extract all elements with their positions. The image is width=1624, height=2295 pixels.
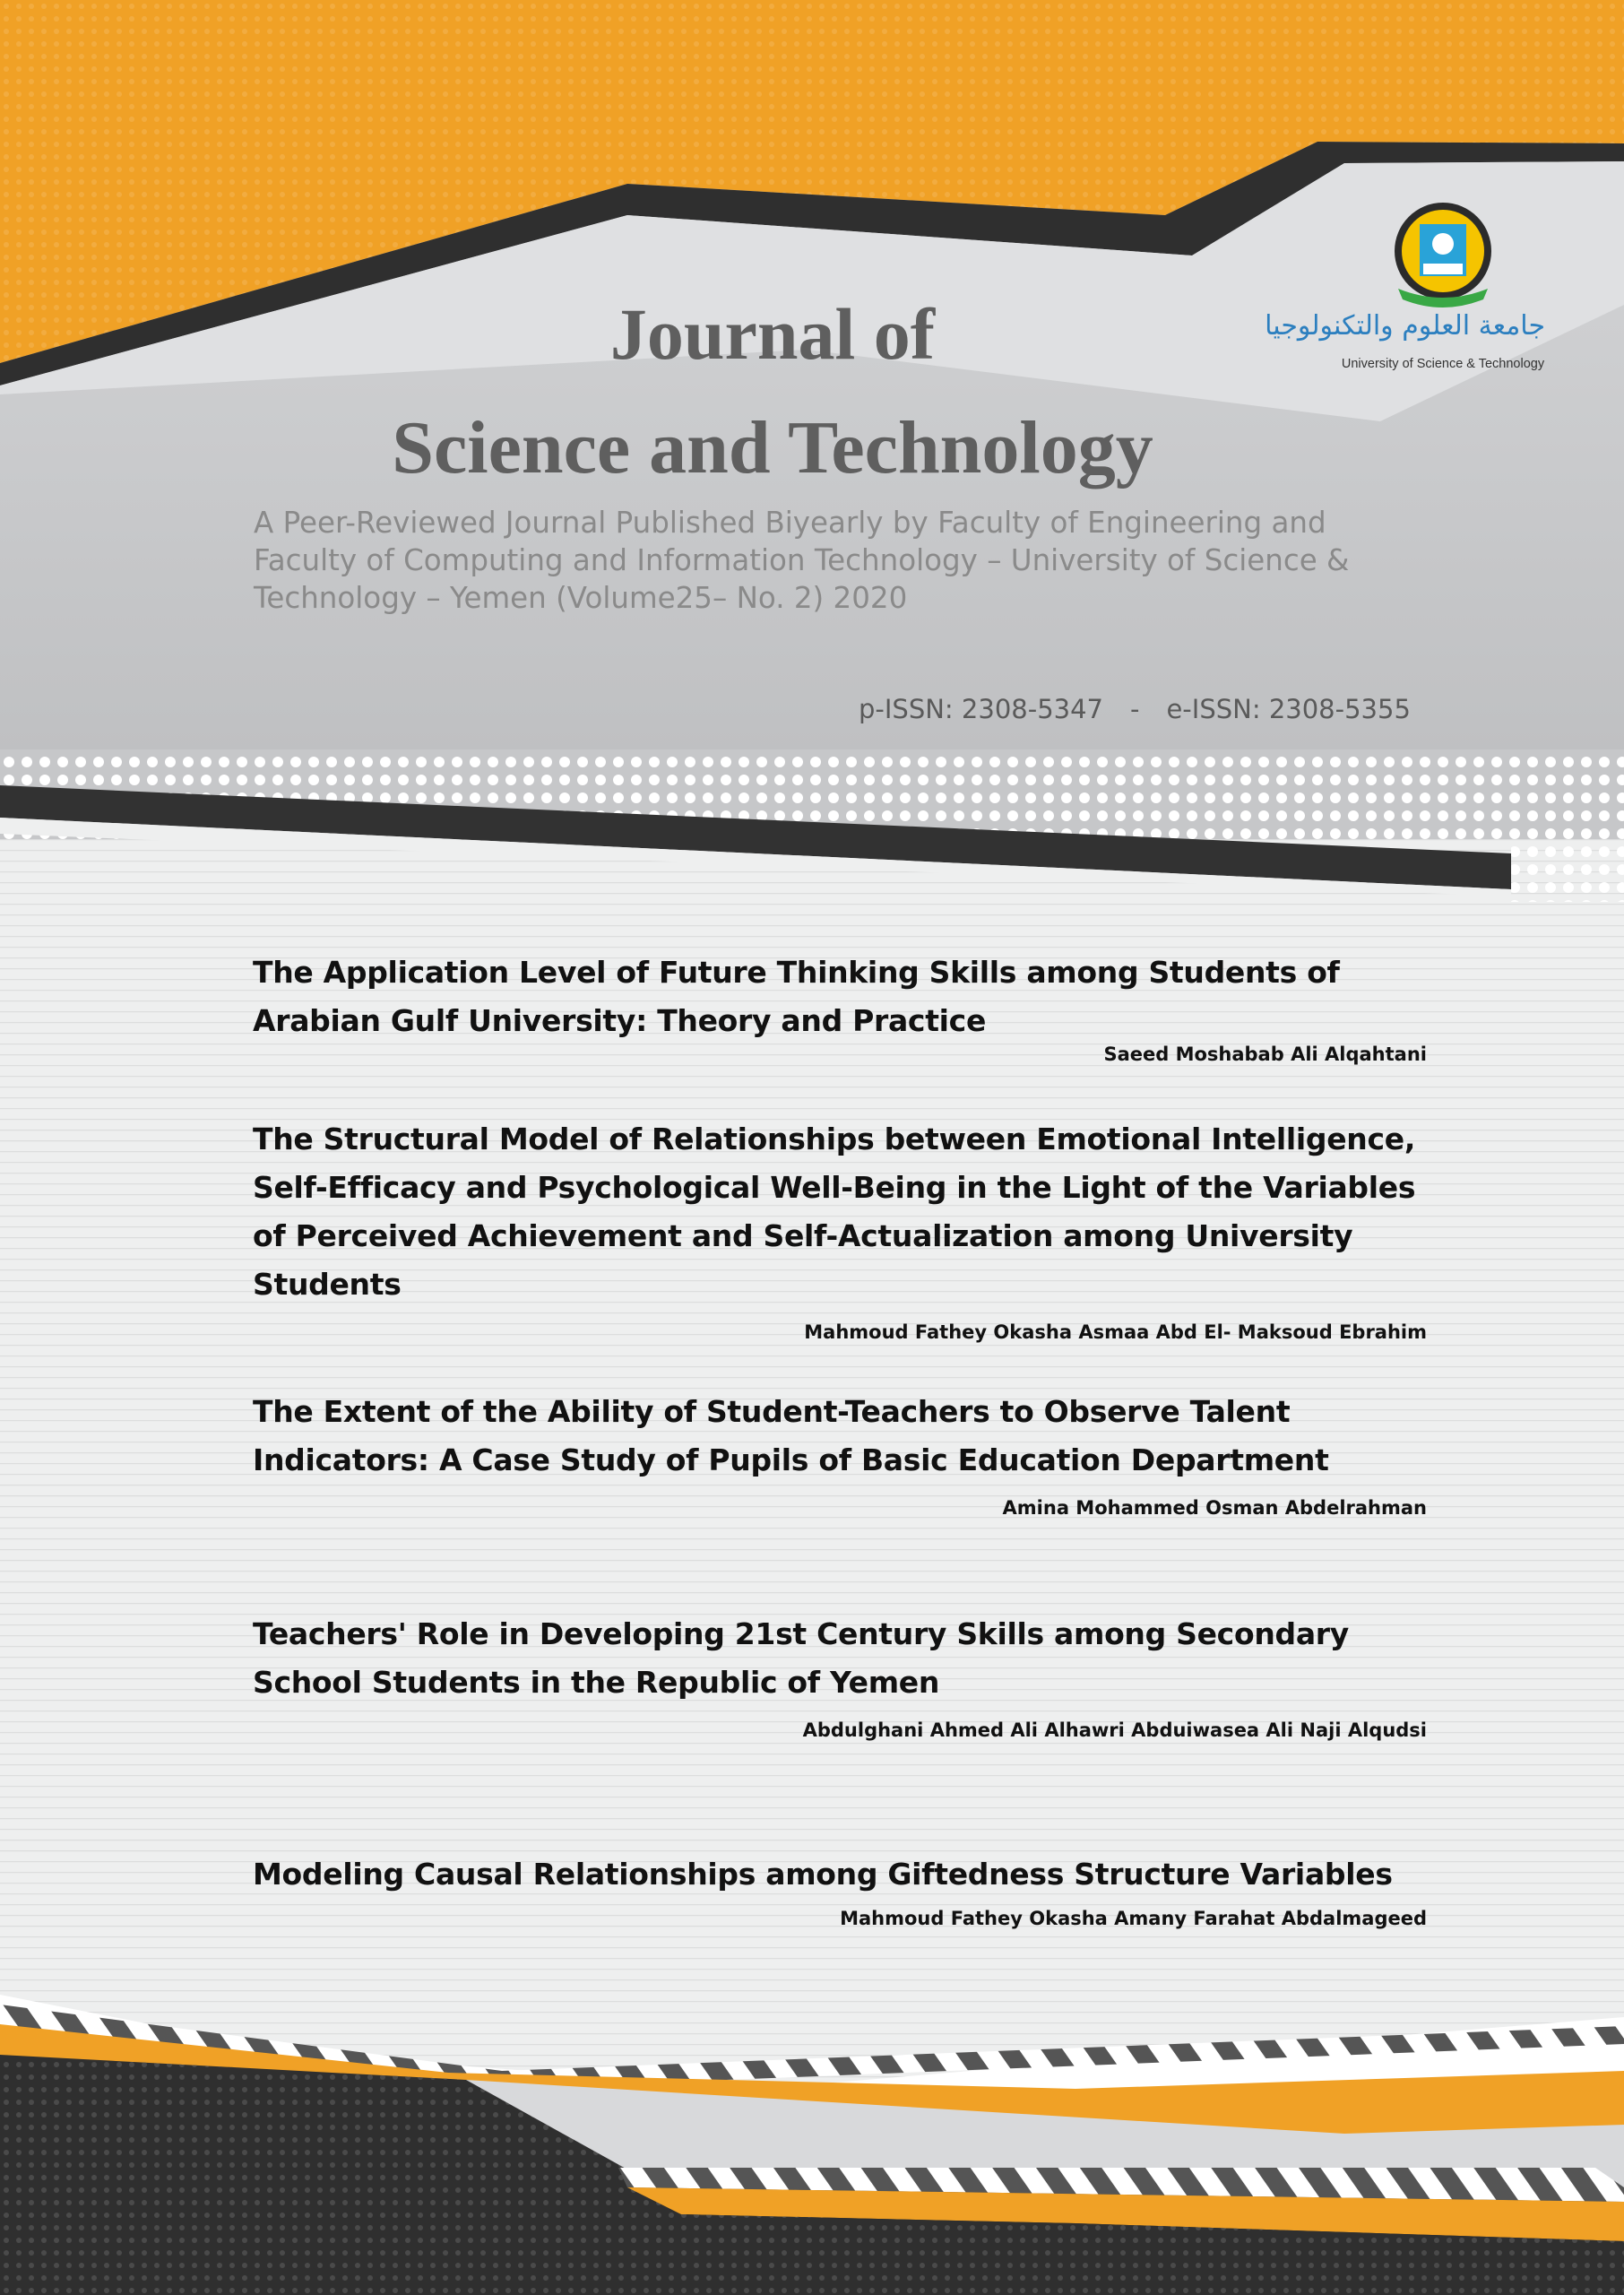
- article-entry: [253, 1610, 1427, 1741]
- article-entry: [253, 1850, 1427, 1929]
- e-issn: e-ISSN: 2308-5355: [1166, 694, 1411, 724]
- issn-separator: -: [1130, 694, 1140, 724]
- article-title[interactable]: Teachers' Role in Developing 21st Century Skills among Secondary School Students in the Republic of Yemen: [253, 1616, 1349, 1700]
- article-title[interactable]: The Extent of the Ability of Student-Teachers to Observe Talent Indicators: A Case Study of Pupils of Basic Education Department: [253, 1394, 1329, 1477]
- article-title[interactable]: The Application Level of Future Thinking Skills among Students of Arabian Gulf University: Theory and Practice: [253, 955, 1340, 1038]
- article-title[interactable]: Modeling Causal Relationships among Giftedness Structure Variables: [253, 1857, 1393, 1892]
- p-issn: p-ISSN: 2308-5347: [859, 694, 1103, 724]
- article-authors: Mahmoud Fathey Okasha Asmaa Abd El- Maksoud Ebrahim: [804, 1321, 1427, 1343]
- university-name-arabic: جامعة العلوم والتكنولوجيا: [1265, 310, 1545, 342]
- article-authors: Saeed Moshabab Ali Alqahtani: [1103, 1044, 1427, 1065]
- journal-subtitle: A Peer-Reviewed Journal Published Biyearly by Faculty of Engineering and Faculty of Computing and Information Technology – University of Science & Technology – Yemen (Volume25– No. 2) 2020: [254, 506, 1350, 615]
- article-entry: [253, 1388, 1427, 1519]
- article-entry: [253, 948, 1427, 1065]
- article-authors: Mahmoud Fathey Okasha Amany Farahat Abdalmageed: [840, 1908, 1427, 1929]
- journal-title-line2: Science and Technology: [392, 406, 1153, 489]
- university-name-english: University of Science & Technology: [1341, 357, 1545, 371]
- issn-line: [859, 694, 1411, 724]
- article-entry: [253, 1115, 1427, 1343]
- article-authors: Abdulghani Ahmed Ali Alhawri Abduiwasea Ali Naji Alqudsi: [802, 1719, 1427, 1741]
- journal-title-line1: Journal of: [609, 293, 936, 375]
- article-title[interactable]: The Structural Model of Relationships between Emotional Intelligence, Self-Efficacy and Psychological Well-Being in the Light of the Variables of Perceived Achievement and Self-Actualization among University Students: [253, 1122, 1416, 1302]
- article-authors: Amina Mohammed Osman Abdelrahman: [1002, 1497, 1427, 1519]
